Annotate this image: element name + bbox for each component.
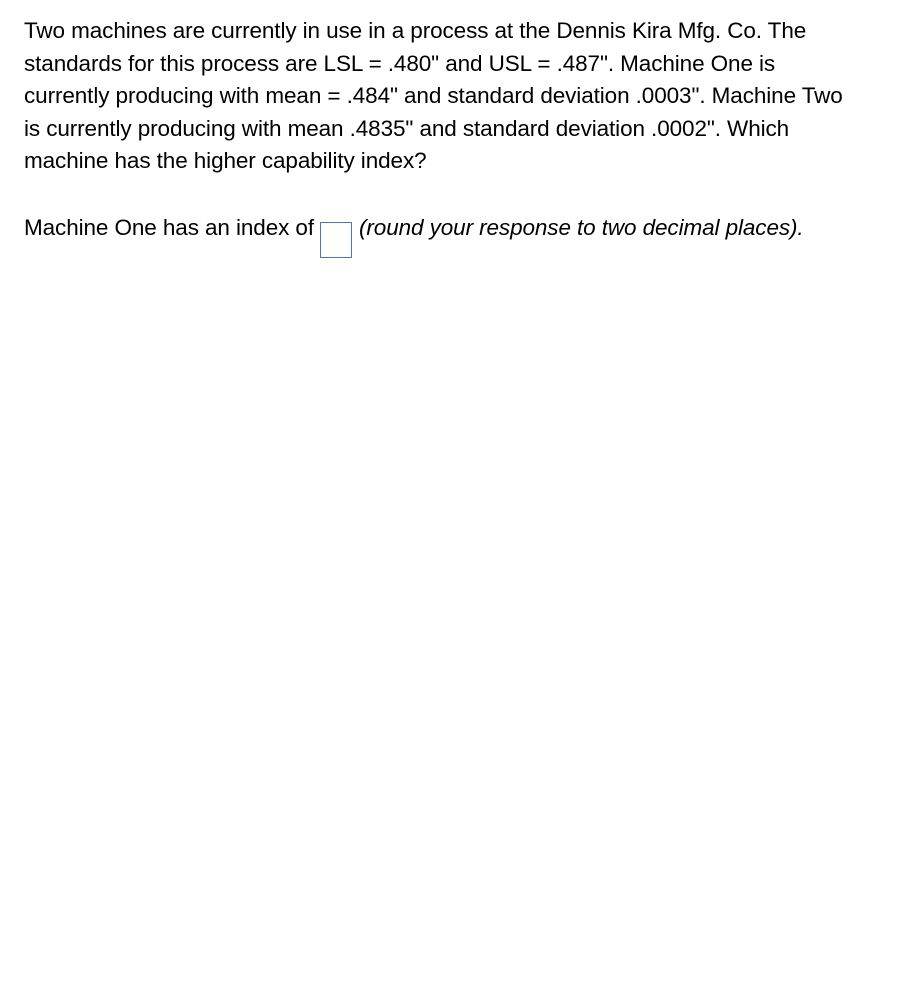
answer-prefix: Machine One has an index of xyxy=(24,214,314,240)
question-text: Two machines are currently in use in a process at the Dennis Kira Mfg. Co. The standards for this process are LSL = .480" and USL = .487". Machine One is currently producing with mean = .484" and standard deviation .0003". Machine Two is currently producing with mean .4835" and standard deviation .0002". Which machine has the higher capability index? xyxy=(24,18,843,173)
answer-row xyxy=(24,208,854,259)
rounding-hint: (round your response to two decimal places) xyxy=(359,214,798,240)
machine-one-index-input[interactable] xyxy=(320,222,352,258)
answer-suffix: . xyxy=(797,214,804,240)
question-panel xyxy=(24,15,854,258)
